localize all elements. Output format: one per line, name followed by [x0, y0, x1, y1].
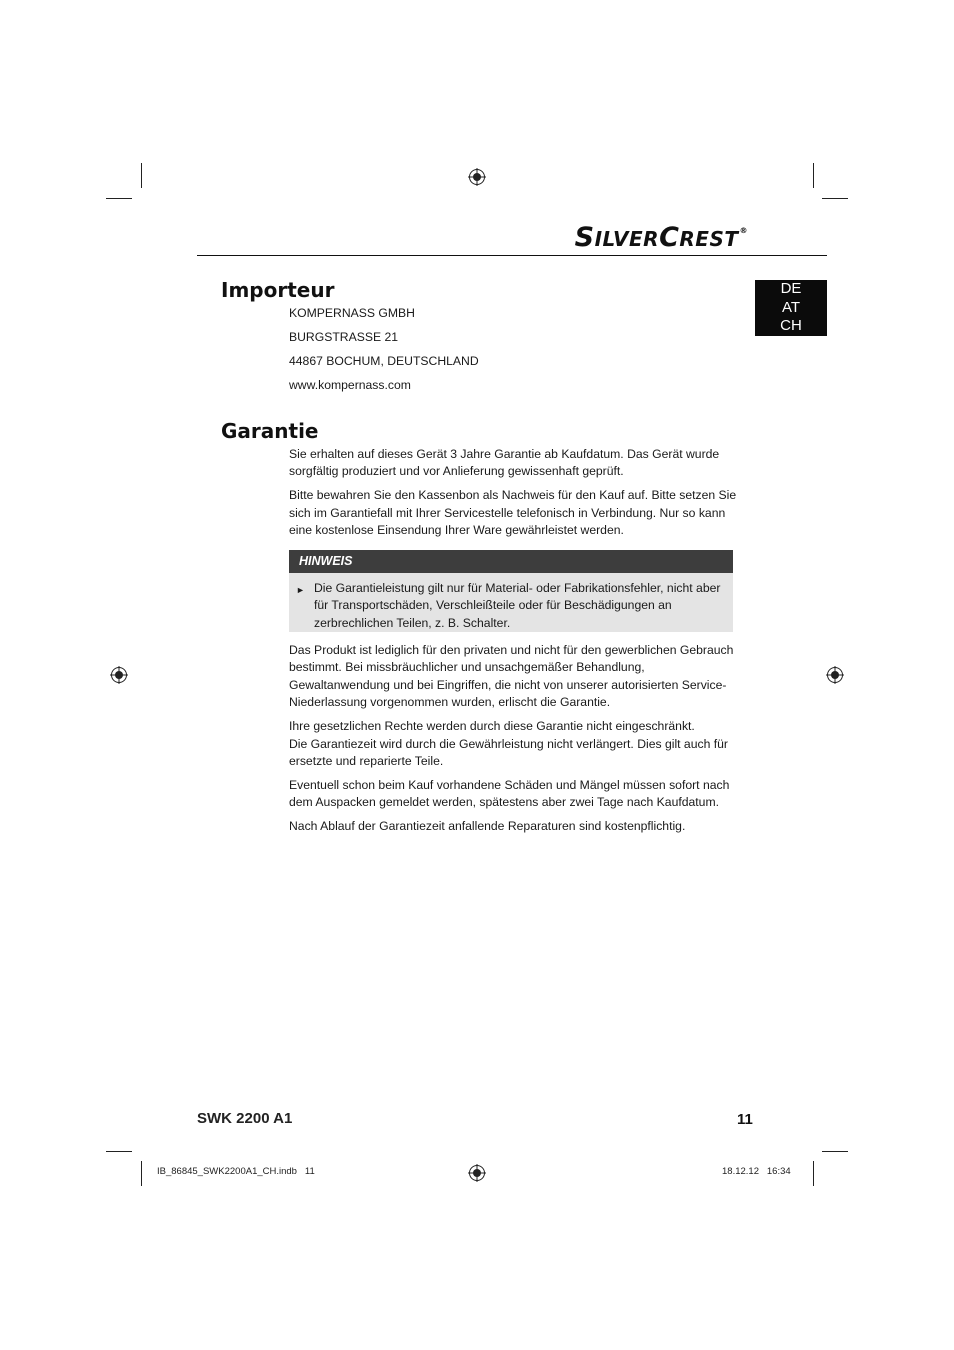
registration-mark-icon: [110, 666, 128, 684]
paragraph: Die Garantiezeit wird durch die Gewährleistung nicht verlängert. Dies gilt auch für ersetzte und reparierte Teile.: [289, 736, 728, 768]
address-line: BURGSTRASSE 21: [289, 330, 399, 344]
paragraph: Das Produkt ist lediglich für den privaten und nicht für den gewerblichen Gebrauch bestimmt. Bei missbräuchlicher und unsachgemäßer Behandlung, Gewaltanwendung und bei Eingriffen, die nicht von unserer autorisierten Service-Niederlassung vorgenommen wurden, erlischt die Garantie.: [289, 643, 734, 710]
crop-mark: [141, 1161, 142, 1186]
crop-mark: [822, 198, 848, 199]
section-title-importeur: Importeur: [221, 278, 335, 302]
language-tab: [755, 280, 827, 336]
paragraph: Bitte bewahren Sie den Kassenbon als Nachweis für den Kauf auf. Bitte setzen Sie sich im Garantiefall mit Ihrer Servicestelle telefonisch in Verbindung. Nur so kann eine kostenlose Einsendung Ihrer Ware gewährleistet werden.: [289, 488, 737, 538]
crop-mark: [813, 1161, 814, 1186]
address-line: 44867 BOCHUM, DEUTSCHLAND: [289, 354, 479, 368]
page-number: 11: [737, 1111, 753, 1128]
bullet-arrow-icon: ►: [296, 585, 305, 595]
print-slug-date: 18.12.12 16:34: [722, 1166, 791, 1177]
garantie-details: [289, 642, 737, 842]
paragraph: Sie erhalten auf dieses Gerät 3 Jahre Garantie ab Kaufdatum. Das Gerät wurde sorgfältig produziert und vor Anlieferung gewissenhaft geprüft.: [289, 447, 720, 479]
crop-mark: [822, 1151, 848, 1152]
note-box: [289, 550, 733, 632]
note-text: Die Garantieleistung gilt nur für Material- oder Fabrikationsfehler, nicht aber für Transportschäden, Verschleißteile oder für Beschädigungen an zerbrechlichen Teilen, z. B. Schalter.: [314, 581, 721, 630]
website-link: www.kompernass.com: [289, 378, 411, 392]
crop-mark: [106, 198, 132, 199]
paragraph: Nach Ablauf der Garantiezeit anfallende Reparaturen sind kostenpflichtig.: [289, 819, 686, 834]
header-rule: [197, 255, 827, 256]
registration-mark-icon: [468, 168, 486, 186]
address-line: KOMPERNASS GMBH: [289, 306, 415, 320]
crop-mark: [813, 163, 814, 188]
paragraph: Eventuell schon beim Kauf vorhandene Schäden und Mängel müssen sofort nach dem Auspacken gemeldet werden, spätestens aber zwei Tage nach Kaufdatum.: [289, 777, 730, 810]
garantie-intro: [289, 446, 737, 546]
registration-mark-icon: [826, 666, 844, 684]
crop-mark: [106, 1151, 132, 1152]
note-body: [289, 573, 733, 632]
model-number: SWK 2200 A1: [197, 1110, 293, 1127]
language-code: DE: [780, 280, 802, 297]
registration-mark-icon: [468, 1164, 486, 1182]
language-code: CH: [780, 317, 802, 335]
print-slug-file: IB_86845_SWK2200A1_CH.indb 11: [157, 1166, 315, 1177]
crop-mark: [141, 163, 142, 188]
note-heading: HINWEIS: [289, 550, 733, 573]
language-code: AT: [781, 298, 801, 316]
paragraph: Ihre gesetzlichen Rechte werden durch diese Garantie nicht eingeschränkt.: [289, 719, 695, 734]
section-title-garantie: Garantie: [221, 419, 319, 443]
brand-logo: SILVERCREST®: [574, 222, 748, 253]
